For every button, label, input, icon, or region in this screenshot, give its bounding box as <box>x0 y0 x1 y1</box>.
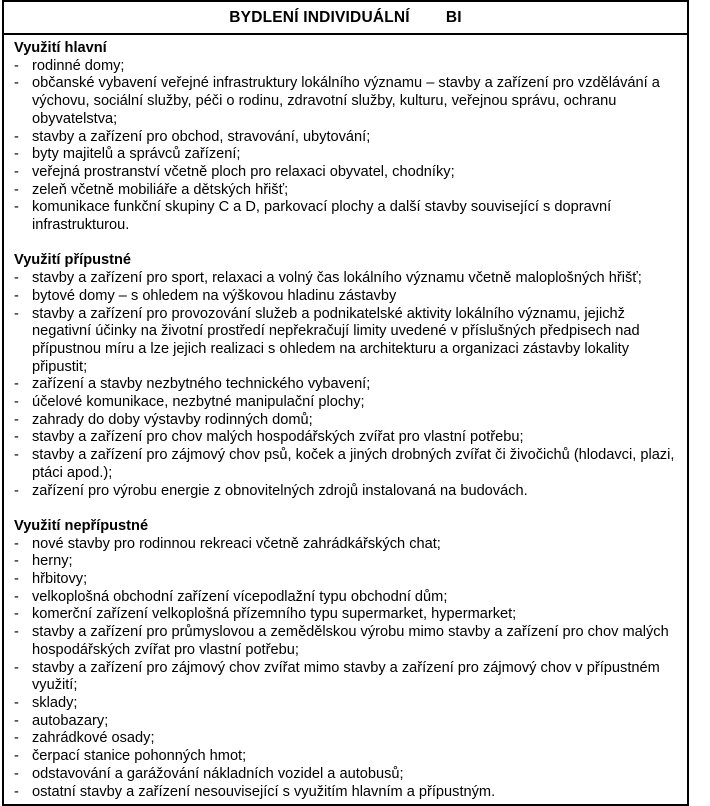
list-item <box>14 129 681 147</box>
list-item <box>14 730 681 748</box>
list-item-text: byty majitelů a správců zařízení; <box>32 146 241 163</box>
list-item-text: nové stavby pro rodinnou rekreaci včetně zahrádkářských chat; <box>32 535 441 552</box>
list-item <box>14 270 681 288</box>
list-item-text: autobazary; <box>32 712 109 729</box>
list-item-text: stavby a zařízení pro zájmový chov psů, koček a jiných drobných zvířat či živočichů (hlodavci, plazi, ptáci apod.); <box>32 447 675 481</box>
section <box>14 252 681 500</box>
dash-bullet: - <box>14 748 19 765</box>
section-heading: Využití přípustné <box>14 252 132 269</box>
list-item <box>14 164 681 182</box>
list-item <box>14 536 681 554</box>
dash-bullet: - <box>14 553 19 570</box>
list-item <box>14 412 681 430</box>
dash-bullet: - <box>14 75 19 92</box>
list-item-text: komunikace funkční skupiny C a D, parkovací plochy a další stavby související s dopravní infrastrukturou. <box>32 199 612 234</box>
land-use-table <box>2 0 689 806</box>
list-item <box>14 376 681 394</box>
section-heading: Využití hlavní <box>14 40 107 56</box>
list-item <box>14 766 681 784</box>
dash-bullet: - <box>14 694 19 711</box>
list-item <box>14 146 681 164</box>
dash-bullet: - <box>14 287 19 304</box>
list-item <box>14 624 681 659</box>
dash-bullet: - <box>14 163 19 180</box>
list-item-text: stavby a zařízení pro zájmový chov zvířat mimo stavby a zařízení pro zájmový chov v přípustném využití; <box>32 659 660 694</box>
list-item-text: veřejná prostranství včetně ploch pro relaxaci obyvatel, chodníky; <box>32 163 455 180</box>
dash-bullet: - <box>14 199 19 216</box>
dash-bullet: - <box>14 411 19 428</box>
table-body <box>4 35 687 801</box>
list-item-text: stavby a zařízení pro sport, relaxaci a volný čas lokálního významu včetně maloplošných hřišť; <box>32 270 642 287</box>
list-item-text: stavby a zařízení pro provozování služeb a podnikatelské aktivity lokálního významu, jejichž negativní účinky na životní prostředí nepřekračují limity uvedené v příslušných předpisech nad přípustnou míru a lze jejich realizaci s ohledem na architekturu a organizaci zástavby lokality připustit; <box>32 305 640 375</box>
dash-bullet: - <box>14 535 19 552</box>
list-item <box>14 306 681 377</box>
list-item-text: zeleň včetně mobiliáře a dětských hřišť; <box>32 181 289 198</box>
list-item-text: stavby a zařízení pro průmyslovou a zemědělskou výrobu mimo stavby a zařízení pro chov malých hospodářských zvířat pro vlastní potřebu; <box>32 624 669 658</box>
list-item-text: rodinné domy; <box>32 57 125 74</box>
dash-bullet: - <box>14 270 19 287</box>
list-item <box>14 288 681 306</box>
dash-bullet: - <box>14 181 19 198</box>
dash-bullet: - <box>14 606 19 623</box>
dash-bullet: - <box>14 447 19 464</box>
list-item-text: ostatní stavby a zařízení nesouvisející s využitím hlavním a přípustným. <box>32 783 496 800</box>
dash-bullet: - <box>14 57 19 74</box>
dash-bullet: - <box>14 659 19 676</box>
list-item <box>14 784 681 802</box>
dash-bullet: - <box>14 482 19 499</box>
dash-bullet: - <box>14 376 19 393</box>
dash-bullet: - <box>14 305 19 322</box>
list-item <box>14 606 681 624</box>
list-item-text: zahrady do doby výstavby rodinných domů; <box>32 411 313 428</box>
list-item <box>14 394 681 412</box>
table-title: BYDLENÍ INDIVIDUÁLNÍ <box>229 8 410 26</box>
list-item-text: stavby a zařízení pro chov malých hospodářských zvířat pro vlastní potřebu; <box>32 429 524 446</box>
list-item <box>14 447 681 482</box>
dash-bullet: - <box>14 394 19 411</box>
dash-bullet: - <box>14 765 19 782</box>
list-item <box>14 483 681 501</box>
list-item-text: stavby a zařízení pro obchod, stravování, ubytování; <box>32 128 371 145</box>
list-item-text: zahrádkové osady; <box>32 730 155 747</box>
section-heading: Využití nepřípustné <box>14 517 149 534</box>
list-item <box>14 660 681 695</box>
list-item-text: občanské vybavení veřejné infrastruktury lokálního významu – stavby a zařízení pro vzdělávání a výchovu, sociální služby, péči o rodinu, zdravotní služby, kulturu, veřejnou správu, ochranu obyvatelstva; <box>32 75 660 127</box>
section <box>14 518 681 801</box>
table-header-row <box>4 2 687 35</box>
list-item <box>14 75 681 128</box>
list-item <box>14 553 681 571</box>
list-item-text: zařízení a stavby nezbytného technického vybavení; <box>32 376 371 393</box>
dash-bullet: - <box>14 712 19 729</box>
list-item-text: hřbitovy; <box>32 571 88 588</box>
list-item-text: čerpací stanice pohonných hmot; <box>32 748 247 765</box>
list-item <box>14 713 681 731</box>
list-item-text: komerční zařízení velkoplošná přízemního typu supermarket, hypermarket; <box>32 606 517 623</box>
list-item-text: velkoplošná obchodní zařízení vícepodlažní typu obchodní dům; <box>32 588 448 605</box>
list-item-text: bytové domy – s ohledem na výškovou hladinu zástavby <box>32 287 397 304</box>
table-code: BI <box>445 8 462 26</box>
list-item-text: zařízení pro výrobu energie z obnovitelných zdrojů instalovaná na budovách. <box>32 482 528 499</box>
list-item <box>14 199 681 234</box>
list-item <box>14 429 681 447</box>
dash-bullet: - <box>14 588 19 605</box>
list-item <box>14 748 681 766</box>
dash-bullet: - <box>14 730 19 747</box>
list-item-text: účelové komunikace, nezbytné manipulační plochy; <box>32 394 365 411</box>
list-item-text: odstavování a garážování nákladních vozidel a autobusů; <box>32 765 404 782</box>
list-item <box>14 589 681 607</box>
list-item <box>14 58 681 76</box>
dash-bullet: - <box>14 783 19 800</box>
dash-bullet: - <box>14 624 19 641</box>
dash-bullet: - <box>14 128 19 145</box>
list-item-text: herny; <box>32 553 73 570</box>
dash-bullet: - <box>14 146 19 163</box>
dash-bullet: - <box>14 571 19 588</box>
list-item <box>14 182 681 200</box>
list-item <box>14 571 681 589</box>
dash-bullet: - <box>14 429 19 446</box>
section <box>14 40 681 235</box>
list-item <box>14 695 681 713</box>
list-item-text: sklady; <box>32 694 78 711</box>
